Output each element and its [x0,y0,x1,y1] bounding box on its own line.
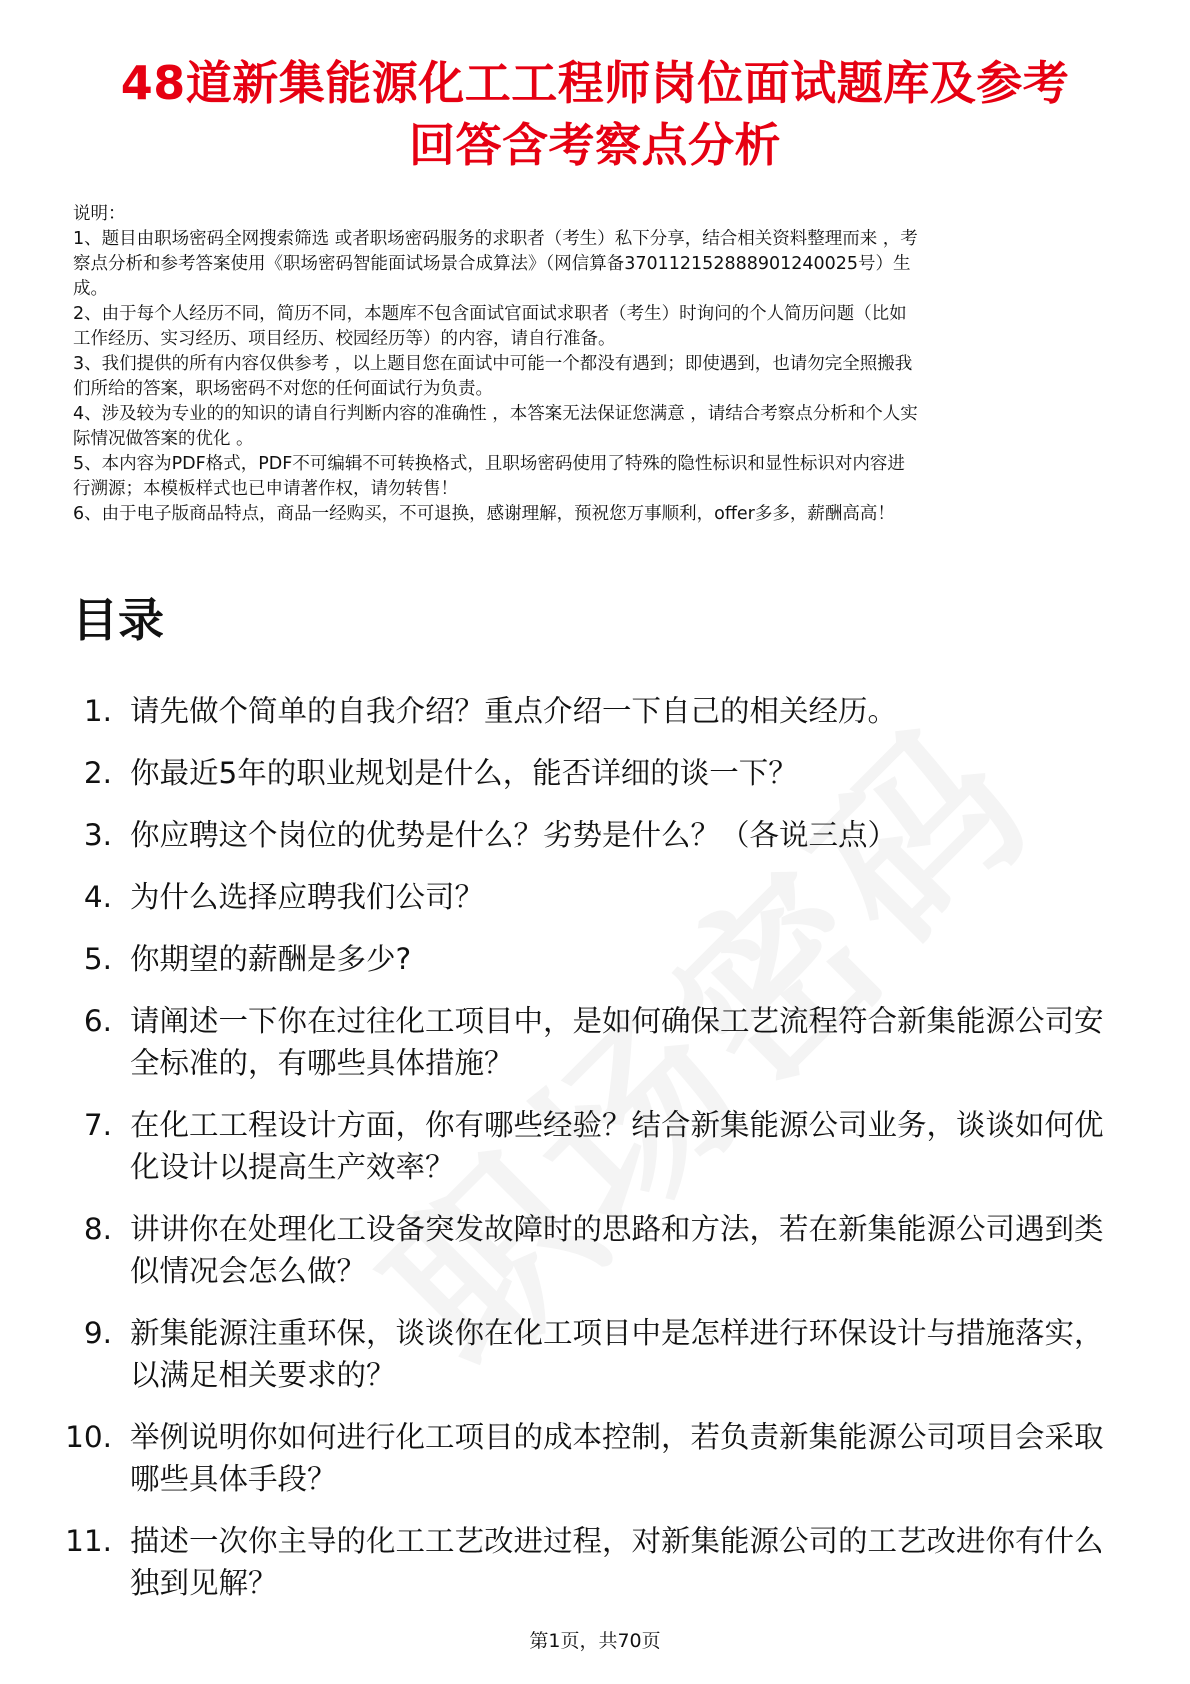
toc-item-number: 7. [83,1108,112,1142]
toc-item-text: 讲讲你在处理化工设备突发故障时的思路和方法，若在新集能源公司遇到类似情况会怎么做？ [130,1212,1104,1288]
notes-line: 6、由于电子版商品特点，商品一经购买，不可退换，感谢理解，预祝您万事顺利，offer多多，薪酬高高！ [73,504,895,524]
notes-line: 5、本内容为PDF格式，PDF不可编辑不可转换格式，且职场密码使用了特殊的隐性标识和显性标识对内容进 [73,454,905,474]
toc-item[interactable] [60,1104,1110,1188]
notes-heading: 说明： [73,204,126,224]
notes-line: 行溯源；本模板样式也已申请著作权，请勿转售！ [73,479,458,499]
toc-item[interactable] [60,876,1110,918]
toc-item-number: 8. [83,1212,112,1246]
toc-item-text: 你应聘这个岗位的优势是什么？劣势是什么？（各说三点） [130,818,898,852]
toc-item-number: 2. [83,756,112,790]
notes-line: 4、涉及较为专业的的知识的请自行判断内容的准确性 ，本答案无法保证您满意 ，请结合考察点分析和个人实 [73,404,918,424]
toc-item[interactable] [60,752,1110,794]
page-footer: 第1页，共70页 [529,1630,661,1652]
toc-item-number: 11. [65,1524,112,1558]
toc-item[interactable] [60,1520,1110,1604]
toc-item-number: 10. [65,1420,112,1454]
toc-list [60,690,1110,1624]
toc-heading: 目录 [72,593,164,647]
notes-line: 成。 [73,279,108,299]
notes-line: 1、题目由职场密码全网搜索筛选 或者职场密码服务的求职者（考生）私下分享，结合相关资料整理而来 ，考 [73,229,918,249]
toc-item-text: 为什么选择应聘我们公司？ [130,880,485,914]
title-line-1: 48道新集能源化工工程师岗位面试题库及参考 [120,56,1070,110]
notes-line: 际情况做答案的优化 。 [73,429,254,449]
title-line-2: 回答含考察点分析 [409,118,781,172]
toc-item-text: 你期望的薪酬是多少? [130,942,412,976]
toc-item[interactable] [60,1000,1110,1084]
toc-item-text: 描述一次你主导的化工工艺改进过程，对新集能源公司的工艺改进你有什么独到见解？ [130,1524,1104,1600]
document-title [60,52,1130,176]
toc-item-number: 5. [83,942,112,976]
notes-line: 们所给的答案，职场密码不对您的任何面试行为负责。 [73,379,493,399]
toc-item-text: 举例说明你如何进行化工项目的成本控制，若负责新集能源公司项目会采取哪些具体手段？ [130,1420,1104,1496]
toc-item[interactable] [60,1416,1110,1500]
toc-item[interactable] [60,1312,1110,1396]
toc-item-text: 在化工工程设计方面，你有哪些经验？结合新集能源公司业务，谈谈如何优化设计以提高生产效率？ [130,1108,1104,1184]
notes-section [73,202,1123,527]
notes-line: 察点分析和参考答案使用《职场密码智能面试场景合成算法》（网信算备370112152888901240025号）生 [73,254,911,274]
toc-item-number: 4. [83,880,112,914]
toc-item-number: 1. [83,694,112,728]
toc-item-number: 9. [83,1316,112,1350]
toc-item-number: 6. [83,1004,112,1038]
toc-item-text: 你最近5年的职业规划是什么，能否详细的谈一下？ [130,756,798,790]
toc-item[interactable] [60,690,1110,732]
notes-line: 3、我们提供的所有内容仅供参考 ，以上题目您在面试中可能一个都没有遇到；即使遇到，也请勿完全照搬我 [73,354,913,374]
notes-line: 工作经历、实习经历、项目经历、校园经历等）的内容，请自行准备。 [73,329,616,349]
toc-item-text: 请先做个简单的自我介绍？重点介绍一下自己的相关经历。 [130,694,898,728]
notes-line: 2、由于每个人经历不同，简历不同，本题库不包含面试官面试求职者（考生）时询问的个人简历问题（比如 [73,304,907,324]
toc-item[interactable] [60,1208,1110,1292]
toc-item[interactable] [60,814,1110,856]
toc-item-text: 新集能源注重环保，谈谈你在化工项目中是怎样进行环保设计与措施落实，以满足相关要求的？ [130,1316,1104,1392]
toc-item-number: 3. [83,818,112,852]
toc-item[interactable] [60,938,1110,980]
toc-item-text: 请阐述一下你在过往化工项目中，是如何确保工艺流程符合新集能源公司安全标准的，有哪些具体措施？ [130,1004,1104,1080]
